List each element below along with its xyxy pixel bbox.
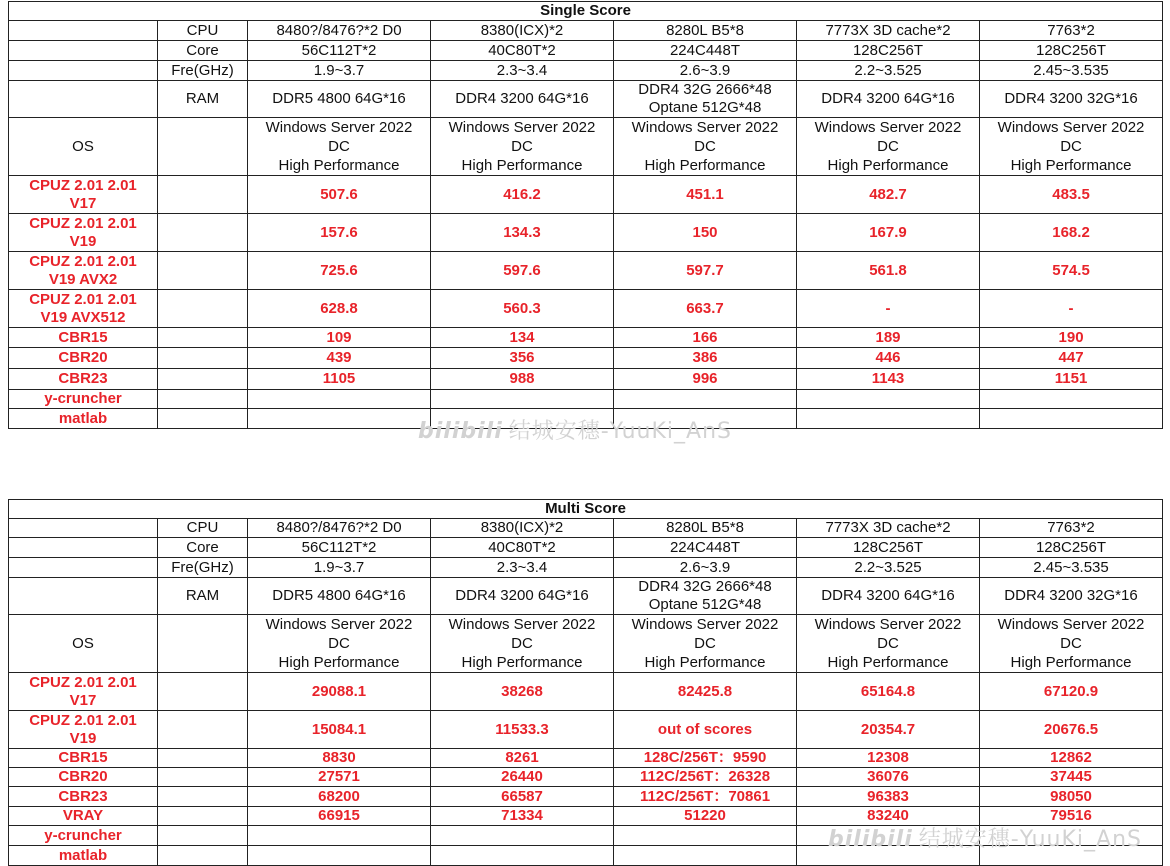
empty-cell [158, 328, 248, 348]
cpus-cell: 8480?/8476?*2 D0 [248, 519, 431, 538]
cpus-cell: 8280L B5*8 [614, 21, 797, 41]
freqs-row [9, 558, 1163, 578]
score-cell: 65164.8 [797, 673, 980, 711]
ram-line: DDR4 3200 32G*16 [1004, 587, 1138, 604]
os-line: Windows Server 2022 [631, 616, 779, 633]
os-line: DC [328, 138, 350, 155]
benchmark-name-line: CPUZ 2.01 2.01 [29, 711, 137, 729]
os-line: Windows Server 2022 [448, 616, 596, 633]
score-cell: - [980, 290, 1163, 328]
os-line: DC [694, 138, 716, 155]
score-cell: 150 [614, 214, 797, 252]
score-cell: 356 [431, 348, 614, 369]
empty-cell [158, 252, 248, 290]
os-line: DC [511, 635, 533, 652]
os-line: High Performance [827, 654, 949, 671]
score-cell: 109 [248, 328, 431, 348]
freqs-cell: 2.45~3.535 [980, 558, 1163, 578]
benchmark-row [9, 711, 1163, 749]
os-line: DC [1060, 138, 1082, 155]
empty-cell [158, 409, 248, 429]
cores-cell: 128C256T [797, 41, 980, 61]
os-cell [797, 118, 980, 176]
empty-cell [158, 807, 248, 826]
empty-cell [158, 846, 248, 866]
os-line: Windows Server 2022 [265, 616, 413, 633]
ram-cell [248, 81, 431, 118]
benchmark-name-line: V17 [69, 691, 97, 709]
score-cell: 29088.1 [248, 673, 431, 711]
empty-cell [9, 61, 158, 81]
score-cell: 574.5 [980, 252, 1163, 290]
score-cell: 482.7 [797, 176, 980, 214]
os-cell [614, 118, 797, 176]
os-line: Windows Server 2022 [631, 119, 779, 136]
benchmark-name [9, 252, 158, 290]
ram-cell [797, 81, 980, 118]
os-line: DC [694, 635, 716, 652]
os-line: Windows Server 2022 [997, 616, 1145, 633]
empty-cell [158, 390, 248, 409]
cores-cell: 128C256T [980, 538, 1163, 558]
freqs-label: Fre(GHz) [158, 558, 248, 578]
os-line: DC [1060, 635, 1082, 652]
empty-cell [158, 615, 248, 673]
single-score-table [8, 1, 1163, 429]
benchmark-name-line: CBR20 [58, 768, 108, 785]
benchmark-name-line: CBR20 [58, 349, 108, 366]
watermark-top [418, 414, 732, 445]
ram-line: DDR5 4800 64G*16 [272, 587, 406, 604]
score-cell [431, 826, 614, 846]
benchmark-row [9, 369, 1163, 390]
empty-cell [9, 21, 158, 41]
empty-cell [158, 673, 248, 711]
score-cell [980, 390, 1163, 409]
score-cell: 79516 [980, 807, 1163, 826]
benchmark-name-line: y-cruncher [44, 826, 122, 844]
ram-line: Optane 512G*48 [648, 596, 762, 613]
score-cell: 51220 [614, 807, 797, 826]
score-cell: 168.2 [980, 214, 1163, 252]
score-cell [431, 846, 614, 866]
cores-label: Core [158, 41, 248, 61]
benchmark-row [9, 328, 1163, 348]
os-label: OS [9, 615, 158, 673]
single-score-title: Single Score [9, 2, 1163, 21]
score-cell: 26440 [431, 768, 614, 787]
empty-cell [158, 826, 248, 846]
score-cell [614, 846, 797, 866]
ram-line: DDR4 32G 2666*48 [638, 81, 772, 98]
freqs-cell: 1.9~3.7 [248, 61, 431, 81]
score-cell: 628.8 [248, 290, 431, 328]
score-cell: 68200 [248, 787, 431, 807]
empty-cell [158, 749, 248, 768]
os-line: High Performance [278, 157, 400, 174]
score-cell [248, 409, 431, 429]
score-cell: 71334 [431, 807, 614, 826]
os-line: High Performance [461, 157, 583, 174]
score-cell: 166 [614, 328, 797, 348]
ram-line: Optane 512G*48 [648, 99, 762, 116]
empty-cell [158, 768, 248, 787]
empty-cell [9, 578, 158, 615]
score-cell: 15084.1 [248, 711, 431, 749]
cpus-cell: 8380(ICX)*2 [431, 519, 614, 538]
cores-label: Core [158, 538, 248, 558]
empty-cell [158, 369, 248, 390]
ram-cell [614, 578, 797, 615]
score-cell: 447 [980, 348, 1163, 369]
os-line: High Performance [827, 157, 949, 174]
cpus-cell: 7773X 3D cache*2 [797, 519, 980, 538]
score-cell: 988 [431, 369, 614, 390]
benchmark-name-line: V17 [69, 194, 97, 212]
cores-row [9, 538, 1163, 558]
benchmark-name-line: CBR15 [58, 749, 108, 766]
freqs-cell: 2.3~3.4 [431, 558, 614, 578]
score-cell: 1143 [797, 369, 980, 390]
score-cell: 134.3 [431, 214, 614, 252]
empty-cell [158, 214, 248, 252]
score-cell: 483.5 [980, 176, 1163, 214]
score-cell: 128C/256T：9590 [614, 749, 797, 768]
os-cell [248, 615, 431, 673]
score-cell: 134 [431, 328, 614, 348]
cores-cell: 40C80T*2 [431, 538, 614, 558]
watermark-bottom [828, 822, 1142, 853]
benchmark-name [9, 711, 158, 749]
cores-cell: 224C448T [614, 538, 797, 558]
ram-cell [980, 81, 1163, 118]
multi-score-table [8, 499, 1163, 866]
score-cell: 82425.8 [614, 673, 797, 711]
score-cell: 20676.5 [980, 711, 1163, 749]
benchmark-name [9, 390, 158, 409]
os-row [9, 118, 1163, 176]
benchmark-name-line: CPUZ 2.01 2.01 [29, 673, 137, 691]
score-cell [797, 390, 980, 409]
score-cell: 446 [797, 348, 980, 369]
empty-cell [158, 118, 248, 176]
benchmark-name [9, 290, 158, 328]
cores-cell: 128C256T [980, 41, 1163, 61]
benchmark-name [9, 369, 158, 390]
ram-label: RAM [158, 81, 248, 118]
score-cell: 27571 [248, 768, 431, 787]
cpus-cell: 8280L B5*8 [614, 519, 797, 538]
os-line: Windows Server 2022 [814, 616, 962, 633]
score-cell: 597.7 [614, 252, 797, 290]
score-cell: 96383 [797, 787, 980, 807]
os-cell [431, 615, 614, 673]
ram-row [9, 578, 1163, 615]
benchmark-name [9, 826, 158, 846]
score-cell: 11533.3 [431, 711, 614, 749]
cores-cell: 40C80T*2 [431, 41, 614, 61]
benchmark-name [9, 328, 158, 348]
benchmark-name-line: V19 AVX2 [48, 270, 118, 288]
benchmark-name [9, 409, 158, 429]
benchmark-name-line: V19 AVX512 [40, 308, 126, 326]
benchmark-name [9, 348, 158, 369]
os-cell [980, 615, 1163, 673]
ram-cell [980, 578, 1163, 615]
watermark-text: 结城安穗-YuuKi_AnS [508, 419, 732, 444]
freqs-cell: 2.6~3.9 [614, 61, 797, 81]
score-cell: 1151 [980, 369, 1163, 390]
os-cell [614, 615, 797, 673]
benchmark-row [9, 252, 1163, 290]
empty-cell [9, 519, 158, 538]
empty-cell [158, 348, 248, 369]
score-cell: 560.3 [431, 290, 614, 328]
single-score-body [9, 2, 1163, 429]
benchmark-name-line: CPUZ 2.01 2.01 [29, 176, 137, 194]
ram-line: DDR4 3200 32G*16 [1004, 90, 1138, 107]
benchmark-name [9, 807, 158, 826]
score-cell: 8830 [248, 749, 431, 768]
score-cell: out of scores [614, 711, 797, 749]
freqs-cell: 2.3~3.4 [431, 61, 614, 81]
multi-score-title: Multi Score [9, 500, 1163, 519]
bilibili-logo-icon: bilibili [418, 419, 503, 444]
cores-row [9, 41, 1163, 61]
benchmark-name-line: CBR15 [58, 328, 108, 346]
cpus-cell: 8480?/8476?*2 D0 [248, 21, 431, 41]
freqs-cell: 1.9~3.7 [248, 558, 431, 578]
benchmark-name [9, 673, 158, 711]
benchmark-row [9, 768, 1163, 787]
score-cell: 157.6 [248, 214, 431, 252]
score-cell [614, 826, 797, 846]
os-cell [980, 118, 1163, 176]
cpus-cell: 7773X 3D cache*2 [797, 21, 980, 41]
score-cell: 98050 [980, 787, 1163, 807]
cpus-cell: 7763*2 [980, 519, 1163, 538]
cores-cell: 224C448T [614, 41, 797, 61]
empty-cell [158, 290, 248, 328]
score-cell [248, 826, 431, 846]
score-cell [248, 390, 431, 409]
score-cell: 66915 [248, 807, 431, 826]
bilibili-logo-icon: bilibili [828, 827, 913, 852]
benchmark-name [9, 846, 158, 866]
freqs-cell: 2.6~3.9 [614, 558, 797, 578]
ram-label: RAM [158, 578, 248, 615]
benchmark-name-line: matlab [58, 846, 108, 864]
benchmark-name-line: VRAY [62, 807, 104, 824]
cores-cell: 128C256T [797, 538, 980, 558]
ram-cell [248, 578, 431, 615]
ram-cell [431, 81, 614, 118]
empty-cell [9, 558, 158, 578]
benchmark-row [9, 390, 1163, 409]
score-cell: 996 [614, 369, 797, 390]
score-cell: 20354.7 [797, 711, 980, 749]
ram-line: DDR4 3200 64G*16 [455, 587, 589, 604]
score-cell: - [797, 290, 980, 328]
benchmark-name-line: CPUZ 2.01 2.01 [29, 214, 137, 232]
ram-cell [431, 578, 614, 615]
benchmark-name-line: V19 [69, 232, 97, 250]
os-line: Windows Server 2022 [265, 119, 413, 136]
os-cell [797, 615, 980, 673]
score-cell: 561.8 [797, 252, 980, 290]
empty-cell [9, 538, 158, 558]
ram-line: DDR4 3200 64G*16 [455, 90, 589, 107]
os-line: DC [877, 138, 899, 155]
ram-line: DDR4 32G 2666*48 [638, 578, 772, 595]
ram-cell [797, 578, 980, 615]
os-line: Windows Server 2022 [448, 119, 596, 136]
os-line: High Performance [278, 654, 400, 671]
score-cell: 439 [248, 348, 431, 369]
os-line: DC [328, 635, 350, 652]
score-cell [248, 846, 431, 866]
ram-line: DDR5 4800 64G*16 [272, 90, 406, 107]
os-line: High Performance [644, 654, 766, 671]
benchmark-name-line: y-cruncher [44, 390, 122, 407]
os-line: DC [511, 138, 533, 155]
empty-cell [9, 41, 158, 61]
os-line: High Performance [1010, 654, 1132, 671]
benchmark-name-line: CPUZ 2.01 2.01 [29, 290, 137, 308]
freqs-row [9, 61, 1163, 81]
score-cell: 67120.9 [980, 673, 1163, 711]
score-cell: 8261 [431, 749, 614, 768]
benchmark-name [9, 787, 158, 807]
benchmark-name-line: CBR23 [58, 787, 108, 805]
score-cell: 112C/256T：26328 [614, 768, 797, 787]
cpus-cell: 7763*2 [980, 21, 1163, 41]
score-cell: 167.9 [797, 214, 980, 252]
os-line: Windows Server 2022 [814, 119, 962, 136]
score-cell: 416.2 [431, 176, 614, 214]
benchmark-name [9, 176, 158, 214]
cpus-label: CPU [158, 519, 248, 538]
freqs-label: Fre(GHz) [158, 61, 248, 81]
score-cell: 66587 [431, 787, 614, 807]
benchmark-name [9, 214, 158, 252]
os-label: OS [9, 118, 158, 176]
watermark-text: 结城安穗-YuuKi_AnS [918, 827, 1142, 852]
score-cell: 112C/256T：70861 [614, 787, 797, 807]
freqs-cell: 2.2~3.525 [797, 61, 980, 81]
os-cell [248, 118, 431, 176]
score-cell: 1105 [248, 369, 431, 390]
cpus-cell: 8380(ICX)*2 [431, 21, 614, 41]
score-cell: 597.6 [431, 252, 614, 290]
cores-cell: 56C112T*2 [248, 41, 431, 61]
score-cell: 12308 [797, 749, 980, 768]
score-cell: 36076 [797, 768, 980, 787]
cpus-label: CPU [158, 21, 248, 41]
score-cell: 663.7 [614, 290, 797, 328]
benchmark-name [9, 768, 158, 787]
freqs-cell: 2.2~3.525 [797, 558, 980, 578]
score-cell [431, 390, 614, 409]
score-cell: 386 [614, 348, 797, 369]
os-cell [431, 118, 614, 176]
score-cell: 38268 [431, 673, 614, 711]
multi-score-body [9, 500, 1163, 866]
score-cell [797, 409, 980, 429]
score-cell: 725.6 [248, 252, 431, 290]
cores-cell: 56C112T*2 [248, 538, 431, 558]
ram-line: DDR4 3200 64G*16 [821, 587, 955, 604]
os-line: High Performance [644, 157, 766, 174]
score-cell: 507.6 [248, 176, 431, 214]
os-line: High Performance [1010, 157, 1132, 174]
freqs-cell: 2.45~3.535 [980, 61, 1163, 81]
os-line: High Performance [461, 654, 583, 671]
benchmark-row [9, 673, 1163, 711]
empty-cell [158, 711, 248, 749]
ram-line: DDR4 3200 64G*16 [821, 90, 955, 107]
score-cell: 12862 [980, 749, 1163, 768]
score-cell: 83240 [797, 807, 980, 826]
os-line: Windows Server 2022 [997, 119, 1145, 136]
score-cell [980, 409, 1163, 429]
ram-cell [614, 81, 797, 118]
benchmark-name-line: CPUZ 2.01 2.01 [29, 252, 137, 270]
score-cell: 189 [797, 328, 980, 348]
benchmark-name-line: CBR23 [58, 370, 108, 387]
empty-cell [158, 176, 248, 214]
ram-row [9, 81, 1163, 118]
cpus-row [9, 21, 1163, 41]
benchmark-row [9, 176, 1163, 214]
benchmark-row [9, 214, 1163, 252]
score-cell: 190 [980, 328, 1163, 348]
empty-cell [9, 81, 158, 118]
benchmark-name-line: V19 [69, 729, 97, 747]
score-cell: 37445 [980, 768, 1163, 787]
os-line: DC [877, 635, 899, 652]
score-cell: 451.1 [614, 176, 797, 214]
benchmark-row [9, 290, 1163, 328]
benchmark-name-line: matlab [58, 409, 108, 427]
benchmark-name [9, 749, 158, 768]
os-row [9, 615, 1163, 673]
score-cell [614, 390, 797, 409]
benchmark-row [9, 787, 1163, 807]
empty-cell [158, 787, 248, 807]
benchmark-row [9, 749, 1163, 768]
benchmark-row [9, 348, 1163, 369]
cpus-row [9, 519, 1163, 538]
